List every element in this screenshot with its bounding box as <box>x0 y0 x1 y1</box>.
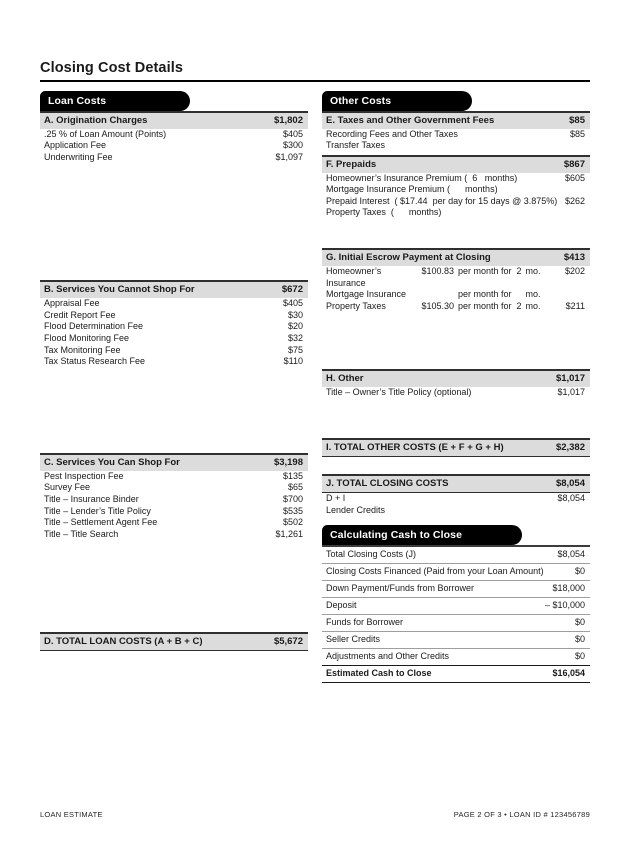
footer-left-label: LOAN ESTIMATE <box>40 810 103 819</box>
section-b-title: B. Services You Cannot Shop For <box>44 284 195 296</box>
fee-label: Homeowner’s Insurance Premium ( 6 months) <box>326 172 518 183</box>
cash-row <box>322 581 590 598</box>
cash-label: Closing Costs Financed (Paid from your Loan Amount) <box>326 566 544 577</box>
section-e-total: $85 <box>569 114 585 126</box>
fee-amount: $110 <box>283 356 303 367</box>
fee-label: Credit Report Fee <box>44 309 116 320</box>
page-footer <box>40 810 590 819</box>
fee-label: Appraisal Fee <box>44 298 100 309</box>
cash-amount: $0 <box>574 566 585 577</box>
fee-amount: $1,017 <box>557 387 585 398</box>
fee-amount: $8,054 <box>557 493 585 504</box>
section-a <box>40 111 308 164</box>
fee-label: Tax Monitoring Fee <box>44 344 121 355</box>
calculating-cash-to-close-tab: Calculating Cash to Close <box>322 525 522 545</box>
section-j-header <box>322 474 590 493</box>
escrow-months: 2 <box>516 300 522 311</box>
section-d-header <box>40 632 308 651</box>
section-g-title: G. Initial Escrow Payment at Closing <box>326 252 491 264</box>
cash-row <box>322 632 590 649</box>
fee-label: Title – Lender’s Title Policy <box>44 505 151 516</box>
section-j <box>322 474 590 516</box>
fee-label: Application Fee <box>44 140 107 151</box>
section-e-header <box>322 111 590 129</box>
fee-row <box>40 310 308 322</box>
fee-amount: $32 <box>287 333 303 344</box>
cash-label: Seller Credits <box>326 634 381 645</box>
escrow-rate: $105.30 <box>421 300 454 311</box>
section-c-title: C. Services You Can Shop For <box>44 456 180 468</box>
escrow-label: Mortgage Insurance <box>326 289 407 300</box>
fee-label: Flood Determination Fee <box>44 321 144 332</box>
section-g-header <box>322 248 590 266</box>
section-j-total: $8,054 <box>555 478 585 490</box>
fee-row <box>322 140 590 152</box>
section-g <box>322 248 590 312</box>
escrow-rate: $100.83 <box>421 266 454 277</box>
cash-total-label: Estimated Cash to Close <box>326 668 432 679</box>
fee-row <box>40 152 308 164</box>
fee-row <box>40 321 308 333</box>
fee-label: D + I <box>326 493 346 504</box>
section-f-title: F. Prepaids <box>326 158 377 170</box>
fee-label: Title – Title Search <box>44 528 119 539</box>
other-costs-column <box>322 91 590 683</box>
fee-amount: $1,097 <box>275 151 303 162</box>
fee-row <box>322 129 590 141</box>
escrow-amount <box>541 289 585 301</box>
fee-label: Survey Fee <box>44 482 91 493</box>
section-h-title: H. Other <box>326 373 364 385</box>
fee-amount: $535 <box>282 505 303 516</box>
fee-label: Recording Fees and Other Taxes <box>326 128 458 139</box>
escrow-months: 2 <box>516 266 522 277</box>
escrow-per-text: per month for <box>458 300 512 311</box>
fee-row <box>40 345 308 357</box>
cash-label: Funds for Borrower <box>326 617 404 628</box>
fee-label: Title – Settlement Agent Fee <box>44 517 158 528</box>
fee-row <box>40 506 308 518</box>
cash-row <box>322 615 590 632</box>
section-f-header <box>322 155 590 173</box>
fee-label: .25 % of Loan Amount (Points) <box>44 128 167 139</box>
cash-amount: – $10,000 <box>544 600 585 611</box>
section-i-total: $2,382 <box>555 442 585 454</box>
escrow-months <box>515 289 524 301</box>
escrow-row <box>322 289 590 301</box>
section-b <box>40 280 308 368</box>
section-j-title: J. TOTAL CLOSING COSTS <box>326 478 449 490</box>
section-a-total: $1,802 <box>273 114 303 126</box>
section-h-total: $1,017 <box>555 373 585 385</box>
section-i <box>322 438 590 457</box>
section-d-total: $5,672 <box>273 636 303 648</box>
escrow-amount: $211 <box>565 300 585 311</box>
fee-label: Title – Owner’s Title Policy (optional) <box>326 387 472 398</box>
fee-amount: $30 <box>287 309 303 320</box>
fee-row <box>40 140 308 152</box>
fee-label: Property Taxes ( months) <box>326 207 442 218</box>
cash-amount: $18,000 <box>552 583 585 594</box>
section-e-title: E. Taxes and Other Government Fees <box>326 114 495 126</box>
fee-amount: $75 <box>287 344 303 355</box>
cash-row <box>322 547 590 564</box>
section-i-header <box>322 438 590 457</box>
fee-amount: $1,261 <box>275 528 303 539</box>
section-b-header <box>40 280 308 298</box>
escrow-mo-text: mo. <box>525 289 541 300</box>
fee-row <box>322 184 590 196</box>
fee-amount: $262 <box>564 195 585 206</box>
loan-costs-column <box>40 91 308 683</box>
fee-row <box>40 333 308 345</box>
escrow-label: Homeowner’s Insurance <box>326 266 382 288</box>
escrow-per-text: per month for <box>458 289 512 300</box>
cash-row <box>322 649 590 665</box>
fee-row <box>322 387 590 399</box>
section-b-total: $672 <box>281 284 303 296</box>
cash-amount: $0 <box>574 617 585 628</box>
fee-label: Transfer Taxes <box>326 140 386 151</box>
fee-amount: $65 <box>287 482 303 493</box>
section-e <box>322 111 590 152</box>
section-g-total: $413 <box>563 252 585 264</box>
cash-label: Deposit <box>326 600 357 611</box>
title-rule <box>40 80 590 82</box>
fee-amount: $20 <box>287 321 303 332</box>
estimated-cash-to-close-row <box>322 665 590 683</box>
fee-row <box>40 517 308 529</box>
fee-amount: $405 <box>282 298 303 309</box>
cash-row <box>322 564 590 581</box>
cash-row <box>322 598 590 615</box>
escrow-row <box>322 266 590 289</box>
cash-amount: $0 <box>574 634 585 645</box>
fee-row <box>40 494 308 506</box>
fee-row <box>322 173 590 185</box>
fee-label: Title – Insurance Binder <box>44 494 139 505</box>
fee-amount: $700 <box>282 494 303 505</box>
footer-right-label: PAGE 2 OF 3 • LOAN ID # 123456789 <box>453 810 590 819</box>
page-title: Closing Cost Details <box>40 60 183 76</box>
section-i-title: I. TOTAL OTHER COSTS (E + F + G + H) <box>326 442 504 454</box>
section-f <box>322 155 590 219</box>
cash-amount: $8,054 <box>557 549 585 560</box>
fee-amount: $605 <box>564 172 585 183</box>
fee-row <box>322 196 590 208</box>
fee-row <box>40 356 308 368</box>
escrow-per-text: per month for <box>458 266 512 277</box>
fee-amount: $300 <box>282 140 303 151</box>
cash-total-amount: $16,054 <box>552 668 585 679</box>
section-c-header <box>40 453 308 471</box>
escrow-mo-text: mo. <box>525 300 541 311</box>
fee-label: Underwriting Fee <box>44 151 113 162</box>
escrow-row <box>322 301 590 313</box>
cash-amount: $0 <box>574 651 585 662</box>
section-a-header <box>40 111 308 129</box>
cash-to-close-block <box>322 525 590 683</box>
cash-to-close-table <box>322 545 590 683</box>
fee-label: Lender Credits <box>326 504 386 515</box>
fee-label: Tax Status Research Fee <box>44 356 146 367</box>
section-c-total: $3,198 <box>273 456 303 468</box>
cash-label: Adjustments and Other Credits <box>326 651 450 662</box>
fee-amount: $85 <box>569 128 585 139</box>
escrow-amount: $202 <box>564 266 585 277</box>
fee-row <box>40 482 308 494</box>
fee-label: Prepaid Interest ( $17.44 per day for 15 days @ 3.875%) <box>326 195 558 206</box>
section-d <box>40 632 308 651</box>
section-h <box>322 369 590 399</box>
cash-label: Total Closing Costs (J) <box>326 549 417 560</box>
fee-amount: $502 <box>282 517 303 528</box>
section-c <box>40 453 308 541</box>
section-d-title: D. TOTAL LOAN COSTS (A + B + C) <box>44 636 203 648</box>
other-costs-tab: Other Costs <box>322 91 472 111</box>
fee-row <box>40 471 308 483</box>
fee-label: Mortgage Insurance Premium ( months) <box>326 184 498 195</box>
escrow-rate <box>418 289 454 301</box>
fee-amount: $405 <box>282 128 303 139</box>
fee-amount: $135 <box>282 470 303 481</box>
fee-row <box>322 493 590 505</box>
fee-row <box>40 298 308 310</box>
fee-label: Flood Monitoring Fee <box>44 333 130 344</box>
loan-costs-tab: Loan Costs <box>40 91 190 111</box>
section-h-header <box>322 369 590 387</box>
fee-row <box>322 207 590 219</box>
section-a-title: A. Origination Charges <box>44 114 148 126</box>
fee-row <box>322 505 590 517</box>
section-f-total: $867 <box>563 158 585 170</box>
fee-row <box>40 129 308 141</box>
escrow-mo-text: mo. <box>525 266 541 277</box>
escrow-label: Property Taxes <box>326 300 386 311</box>
fee-label: Pest Inspection Fee <box>44 470 124 481</box>
cash-label: Down Payment/Funds from Borrower <box>326 583 475 594</box>
fee-row <box>40 529 308 541</box>
